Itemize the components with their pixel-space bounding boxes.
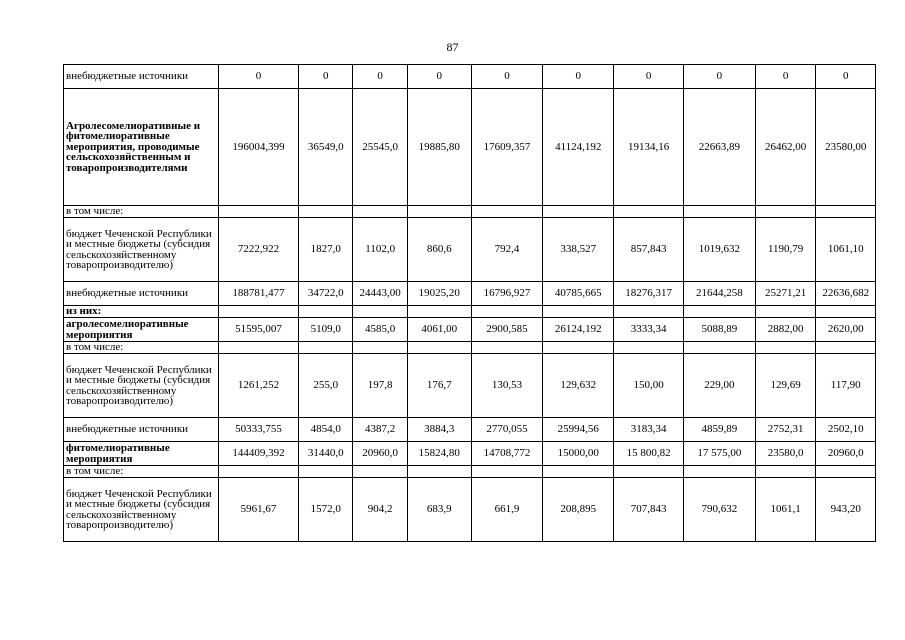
value-cell: 5088,89: [683, 318, 755, 342]
table-row: [64, 282, 876, 306]
value-cell: 196004,399: [219, 89, 299, 206]
value-cell: 943,20: [816, 478, 876, 542]
value-cell: 19025,20: [407, 282, 471, 306]
value-cell: 40785,665: [543, 282, 614, 306]
value-cell: 19885,80: [407, 89, 471, 206]
table-row: [64, 306, 876, 318]
value-cell: 4859,89: [683, 418, 755, 442]
value-cell: 229,00: [683, 354, 755, 418]
value-cell: [755, 306, 816, 318]
value-cell: 129,69: [755, 354, 816, 418]
value-cell: 14708,772: [471, 442, 543, 466]
value-cell: 0: [471, 65, 543, 89]
value-cell: 129,632: [543, 354, 614, 418]
value-cell: 1061,1: [755, 478, 816, 542]
value-cell: 790,632: [683, 478, 755, 542]
value-cell: 176,7: [407, 354, 471, 418]
value-cell: 23580,0: [755, 442, 816, 466]
value-cell: 20960,0: [353, 442, 407, 466]
value-cell: 16796,927: [471, 282, 543, 306]
value-cell: 50333,755: [219, 418, 299, 442]
value-cell: [816, 342, 876, 354]
value-cell: 7222,922: [219, 218, 299, 282]
value-cell: 144409,392: [219, 442, 299, 466]
value-cell: [471, 206, 543, 218]
value-cell: [353, 466, 407, 478]
table-row: [64, 478, 876, 542]
value-cell: 208,895: [543, 478, 614, 542]
value-cell: 5109,0: [299, 318, 353, 342]
value-cell: [219, 466, 299, 478]
table-body: [64, 65, 876, 542]
value-cell: 3183,34: [614, 418, 684, 442]
value-cell: 1572,0: [299, 478, 353, 542]
value-cell: [299, 306, 353, 318]
value-cell: [299, 342, 353, 354]
value-cell: 2620,00: [816, 318, 876, 342]
row-label: бюджет Чеченской Республики и местные бюджеты (субсидия сельскохозяйственному товаропроизводителю): [64, 478, 219, 542]
value-cell: [614, 466, 684, 478]
value-cell: 15824,80: [407, 442, 471, 466]
row-label: Агролесомелиоративные и фитомелиоративные мероприятия, проводимые сельскохозяйственным и товаропроизводителями: [64, 89, 219, 206]
value-cell: [543, 306, 614, 318]
value-cell: [683, 342, 755, 354]
value-cell: [353, 342, 407, 354]
value-cell: [543, 466, 614, 478]
value-cell: [407, 306, 471, 318]
value-cell: 1061,10: [816, 218, 876, 282]
value-cell: 31440,0: [299, 442, 353, 466]
value-cell: [614, 342, 684, 354]
value-cell: 20960,0: [816, 442, 876, 466]
value-cell: 2882,00: [755, 318, 816, 342]
row-label: из них:: [64, 306, 219, 318]
value-cell: 25271,21: [755, 282, 816, 306]
value-cell: 19134,16: [614, 89, 684, 206]
value-cell: [683, 466, 755, 478]
table-row: [64, 206, 876, 218]
row-label: бюджет Чеченской Республики и местные бюджеты (субсидия сельскохозяйственному товаропроизводителю): [64, 354, 219, 418]
value-cell: 41124,192: [543, 89, 614, 206]
row-label: бюджет Чеченской Республики и местные бюджеты (субсидия сельскохозяйственному товаропроизводителю): [64, 218, 219, 282]
value-cell: 150,00: [614, 354, 684, 418]
value-cell: 34722,0: [299, 282, 353, 306]
value-cell: 22636,682: [816, 282, 876, 306]
value-cell: [614, 306, 684, 318]
table-row: [64, 218, 876, 282]
row-label: в том числе:: [64, 466, 219, 478]
value-cell: 4061,00: [407, 318, 471, 342]
value-cell: 683,9: [407, 478, 471, 542]
value-cell: [543, 206, 614, 218]
value-cell: [755, 206, 816, 218]
value-cell: [683, 206, 755, 218]
row-label: фитомелиоративные мероприятия: [64, 442, 219, 466]
value-cell: 25545,0: [353, 89, 407, 206]
row-label: агролесомелиоративные мероприятия: [64, 318, 219, 342]
value-cell: 0: [614, 65, 684, 89]
value-cell: 26462,00: [755, 89, 816, 206]
value-cell: 0: [816, 65, 876, 89]
page-number: 87: [446, 40, 459, 54]
table-row: [64, 342, 876, 354]
value-cell: [755, 466, 816, 478]
value-cell: [299, 206, 353, 218]
value-cell: 26124,192: [543, 318, 614, 342]
value-cell: [816, 466, 876, 478]
value-cell: [407, 466, 471, 478]
value-cell: 707,843: [614, 478, 684, 542]
value-cell: 1190,79: [755, 218, 816, 282]
value-cell: [219, 206, 299, 218]
value-cell: 117,90: [816, 354, 876, 418]
value-cell: 2770,055: [471, 418, 543, 442]
value-cell: 23580,00: [816, 89, 876, 206]
value-cell: 338,527: [543, 218, 614, 282]
value-cell: [353, 206, 407, 218]
value-cell: [407, 206, 471, 218]
row-label: в том числе:: [64, 342, 219, 354]
value-cell: 1019,632: [683, 218, 755, 282]
value-cell: 15 800,82: [614, 442, 684, 466]
value-cell: 188781,477: [219, 282, 299, 306]
value-cell: 2900,585: [471, 318, 543, 342]
value-cell: [683, 306, 755, 318]
value-cell: [219, 342, 299, 354]
value-cell: 0: [353, 65, 407, 89]
value-cell: 51595,007: [219, 318, 299, 342]
value-cell: [755, 342, 816, 354]
value-cell: [614, 206, 684, 218]
value-cell: 4387,2: [353, 418, 407, 442]
table-row: [64, 442, 876, 466]
value-cell: [816, 306, 876, 318]
value-cell: [471, 306, 543, 318]
value-cell: 1102,0: [353, 218, 407, 282]
value-cell: 792,4: [471, 218, 543, 282]
value-cell: [471, 466, 543, 478]
value-cell: 4854,0: [299, 418, 353, 442]
row-label: внебюджетные источники: [64, 282, 219, 306]
value-cell: 17609,357: [471, 89, 543, 206]
value-cell: 904,2: [353, 478, 407, 542]
value-cell: 255,0: [299, 354, 353, 418]
value-cell: 18276,317: [614, 282, 684, 306]
table-row: [64, 418, 876, 442]
value-cell: 2752,31: [755, 418, 816, 442]
value-cell: 5961,67: [219, 478, 299, 542]
value-cell: 36549,0: [299, 89, 353, 206]
row-label: внебюджетные источники: [64, 418, 219, 442]
value-cell: 0: [219, 65, 299, 89]
value-cell: 24443,00: [353, 282, 407, 306]
value-cell: [471, 342, 543, 354]
value-cell: 4585,0: [353, 318, 407, 342]
value-cell: 0: [543, 65, 614, 89]
value-cell: [407, 342, 471, 354]
value-cell: 197,8: [353, 354, 407, 418]
budget-table: [63, 64, 876, 542]
table-row: [64, 354, 876, 418]
value-cell: 661,9: [471, 478, 543, 542]
value-cell: 1827,0: [299, 218, 353, 282]
row-label: внебюджетные источники: [64, 65, 219, 89]
value-cell: 17 575,00: [683, 442, 755, 466]
table-row: [64, 318, 876, 342]
row-label: в том числе:: [64, 206, 219, 218]
value-cell: 3333,34: [614, 318, 684, 342]
value-cell: 0: [299, 65, 353, 89]
value-cell: 0: [755, 65, 816, 89]
value-cell: 130,53: [471, 354, 543, 418]
value-cell: 1261,252: [219, 354, 299, 418]
value-cell: 860,6: [407, 218, 471, 282]
value-cell: 0: [683, 65, 755, 89]
value-cell: [543, 342, 614, 354]
value-cell: [353, 306, 407, 318]
value-cell: 25994,56: [543, 418, 614, 442]
table-row: [64, 89, 876, 206]
value-cell: [816, 206, 876, 218]
value-cell: 3884,3: [407, 418, 471, 442]
value-cell: 2502,10: [816, 418, 876, 442]
value-cell: [299, 466, 353, 478]
value-cell: 0: [407, 65, 471, 89]
value-cell: 21644,258: [683, 282, 755, 306]
value-cell: 15000,00: [543, 442, 614, 466]
value-cell: [219, 306, 299, 318]
value-cell: 22663,89: [683, 89, 755, 206]
value-cell: 857,843: [614, 218, 684, 282]
table-row: [64, 466, 876, 478]
table-row: [64, 65, 876, 89]
